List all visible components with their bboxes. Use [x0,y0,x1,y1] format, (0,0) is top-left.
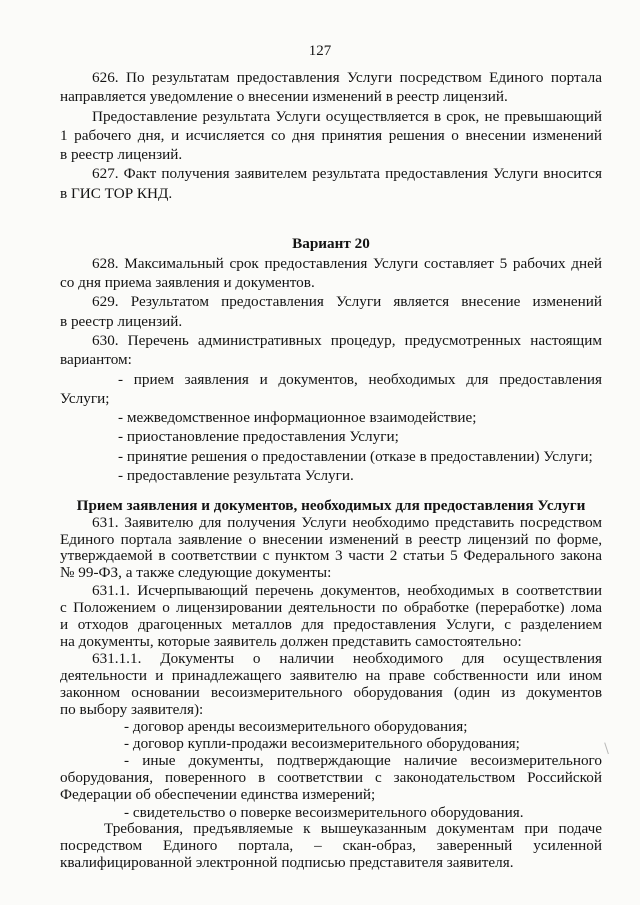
paragraph-631-line-3: утверждаемой в соответствии с пунктом 3 части 2 статьи 5 Федерального закона [60,547,602,565]
paragraph-629-line-2: в реестр лицензий. [60,313,183,330]
paragraph-631-1-1-line-1: 631.1.1. Документы о наличии необходимого для осуществления [92,650,602,668]
paragraph-631-1-1-line-3: законном основании весоизмерительного оборудования (один из документов [60,683,602,701]
requirements-line-1: Требования, предъявляемые к вышеуказанным документам при подаче [104,820,602,838]
document-option-3-line-3: Федерации об обеспечении единства измерений; [60,785,376,803]
paragraph-631-1-line-3: и отходов драгоценных металлов для предоставления Услуги, с разделением [60,615,602,633]
procedure-item-3: - приостановление предоставления Услуги; [118,428,399,445]
paragraph-result-line-1: Предоставление результата Услуги осуществляется в срок, не превышающий [92,108,602,125]
paragraph-631-1-1-line-2: деятельности и принадлежащего заявителю на праве собственности или ином [60,667,602,685]
page-number: 127 [308,43,332,59]
paragraph-628-line-2: со дня приема заявления и документов. [60,274,315,291]
procedure-item-1-line-2: Услуги; [60,390,110,407]
section-heading: Прием заявления и документов, необходимых для предоставления Услуги [76,497,586,514]
procedure-item-2: - межведомственное информационное взаимодействие; [118,409,477,426]
document-option-2: - договор купли-продажи весоизмерительного оборудования; [124,735,520,753]
paragraph-630-line-2: вариантом: [60,351,132,368]
document-option-3-line-1: - иные документы, подтверждающие наличие весоизмерительного [124,752,602,770]
paragraph-631-line-4: № 99-ФЗ, а также следующие документы: [60,564,332,582]
procedure-item-1-line-1: - прием заявления и документов, необходимых для предоставления [118,371,602,388]
paragraph-626-line-2: направляется уведомление о внесении изменений в реестр лицензий. [60,88,508,105]
variant-heading: Вариант 20 [292,235,370,252]
scan-mark [604,742,611,754]
document-option-4: - свидетельство о поверке весоизмерительного оборудования. [124,803,524,821]
paragraph-631-line-2: Единого портала заявление о внесении изменений в реестр лицензий по форме, [60,530,602,548]
paragraph-631-1-line-2: с Положением о лицензировании деятельности по обработке (переработке) лома [60,598,602,616]
paragraph-627-line-2: в ГИС ТОР КНД. [60,185,173,202]
paragraph-result-line-3: в реестр лицензий. [60,146,183,163]
requirements-line-2: посредством Единого портала, – скан-образ, заверенный усиленной [60,837,602,855]
document-option-1: - договор аренды весоизмерительного оборудования; [124,717,468,735]
paragraph-626-line-1: 626. По результатам предоставления Услуги посредством Единого портала [92,69,602,86]
paragraph-631-1-1-line-4: по выбору заявителя): [60,700,204,718]
document-option-3-line-2: оборудования, поверенного в соответствии с законодательством Российской [60,768,602,786]
paragraph-629-line-1: 629. Результатом предоставления Услуги является внесение изменений [92,293,602,310]
paragraph-result-line-2: 1 рабочего дня, и исчисляется со дня принятия решения о внесении изменений [60,127,602,144]
paragraph-628-line-1: 628. Максимальный срок предоставления Услуги составляет 5 рабочих дней [92,255,602,272]
paragraph-627-line-1: 627. Факт получения заявителем результата предоставления Услуги вносится [92,165,602,182]
paragraph-631-1-line-4: на документы, которые заявитель должен представить самостоятельно: [60,632,522,650]
paragraph-630-line-1: 630. Перечень административных процедур, предусмотренных настоящим [92,332,602,349]
requirements-line-3: квалифицированной электронной подписью представителя заявителя. [60,854,514,871]
procedure-item-5: - предоставление результата Услуги. [118,467,354,484]
paragraph-631-1-line-1: 631.1. Исчерпывающий перечень документов, необходимых в соответствии [92,582,602,600]
procedure-item-4: - принятие решения о предоставлении (отказе в предоставлении) Услуги; [118,448,593,465]
paragraph-631-line-1: 631. Заявителю для получения Услуги необходимо представить посредством [92,513,602,531]
